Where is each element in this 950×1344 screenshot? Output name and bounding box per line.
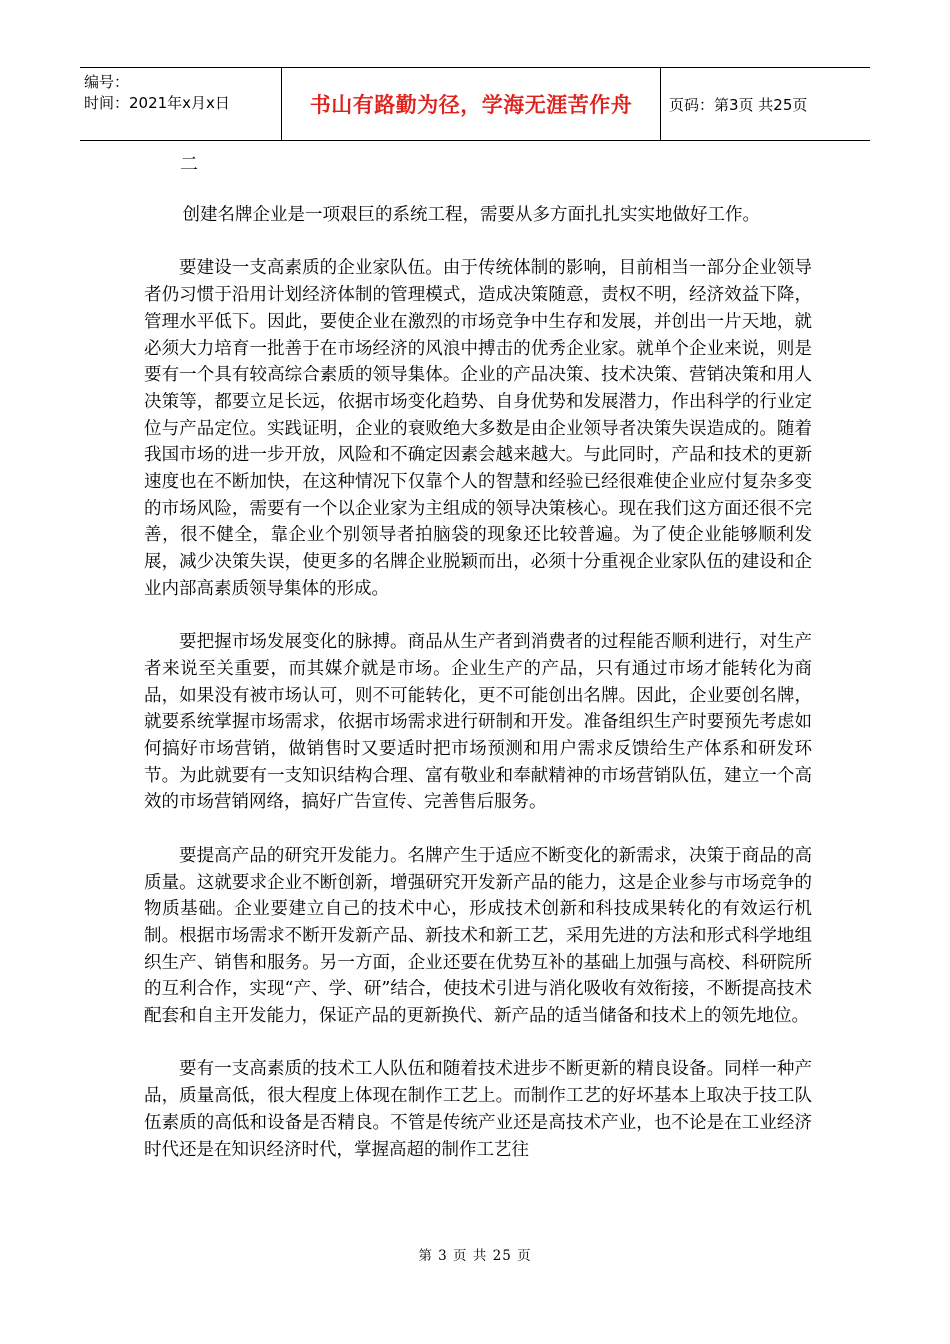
paragraph-intro: 创建名牌企业是一项艰巨的系统工程，需要从多方面扎扎实实地做好工作。 <box>182 205 760 225</box>
header-meta <box>80 68 281 140</box>
page-footer: 第 3 页 共 25 页 <box>418 1248 532 1264</box>
document-number-label: 编号： <box>84 73 130 91</box>
document-date: 时间：2021年x月x日 <box>84 94 230 112</box>
paragraph-entrepreneur-team: 要建设一支高素质的企业家队伍。由于传统体制的影响，目前相当一部分企业领导者仍习惯于沿用计划经济体制的管理模式，造成决策随意，责权不明，经济效益下降，管理水平低下。因此，要使企业在激烈的市场竞争中生存和发展，并创出一片天地，就必须大力培育一批善于在市场经济的风浪中搏击的优秀企业家。就单个企业来说，则是要有一个具有较高综合素质的领导集体。企业的产品决策、技术决策、营销决策和用人决策等，都要立足长远，依据市场变化趋势、自身优势和发展潜力，作出科学的行业定位与产品定位。实践证明，企业的衰败绝大多数是由企业领导者决策失误造成的。随着我国市场的进一步开放，风险和不确定因素会越来越大。与此同时，产品和技术的更新速度也在不断加快，在这种情况下仅靠个人的智慧和经验已经很难使企业应付复杂多变的市场风险，需要有一个以企业家为主组成的领导决策核心。现在我们这方面还很不完善，很不健全，靠企业个别领导者拍脑袋的现象还比较普遍。为了使企业能够顺利发展，减少决策失误，使更多的名牌企业脱颖而出，必须十分重视企业家队伍的建设和企业内部高素质领导集体的形成。 <box>144 258 812 599</box>
section-heading: 二 <box>180 154 198 175</box>
document-body <box>144 152 812 1190</box>
page-header <box>80 67 870 141</box>
header-page-number: 页码：第3页 共25页 <box>669 95 808 114</box>
header-motto: 书山有路勤为径，学海无涯苦作舟 <box>309 93 633 117</box>
paragraph-market-pulse: 要把握市场发展变化的脉搏。商品从生产者到消费者的过程能否顺利进行，对生产者来说至关重要，而其媒介就是市场。企业生产的产品，只有通过市场才能转化为商品，如果没有被市场认可，则不可能转化，更不可能创出名牌。因此，企业要创名牌，就要系统掌握市场需求，依据市场需求进行研制和开发。准备组织生产时要预先考虑如何搞好市场营销，做销售时又要适时把市场预测和用户需求反馈给生产体系和研发环节。为此就要有一支知识结构合理、富有敬业和奉献精神的市场营销队伍，建立一个高效的市场营销网络，搞好广告宣传、完善售后服务。 <box>144 632 812 813</box>
paragraph-rd-capability: 要提高产品的研究开发能力。名牌产生于适应不断变化的新需求，决策于商品的高质量。这就要求企业不断创新，增强研究开发新产品的能力，这是企业参与市场竞争的物质基础。企业要建立自己的技术中心，形成技术创新和科技成果转化的有效运行机制。根据市场需求不断开发新产品、新技术和新工艺，采用先进的方法和形式科学地组织生产、销售和服务。另一方面，企业还要在优势互补的基础上加强与高校、科研院所的互利合作，实现“产、学、研”结合，使技术引进与消化吸收有效衔接，不断提高技术配套和自主开发能力，保证产品的更新换代、新产品的适当储备和技术上的领先地位。 <box>144 845 812 1027</box>
header-motto-cell <box>281 68 661 140</box>
paragraph-skilled-workers: 要有一支高素质的技术工人队伍和随着技术进步不断更新的精良设备。同样一种产品，质量高低，很大程度上体现在制作工艺上。而制作工艺的好坏基本上取决于技工队伍素质的高低和设备是否精良。不管是传统产业还是高技术产业，也不论是在工业经济时代还是在知识经济时代，掌握高超的制作工艺往 <box>144 1059 812 1160</box>
